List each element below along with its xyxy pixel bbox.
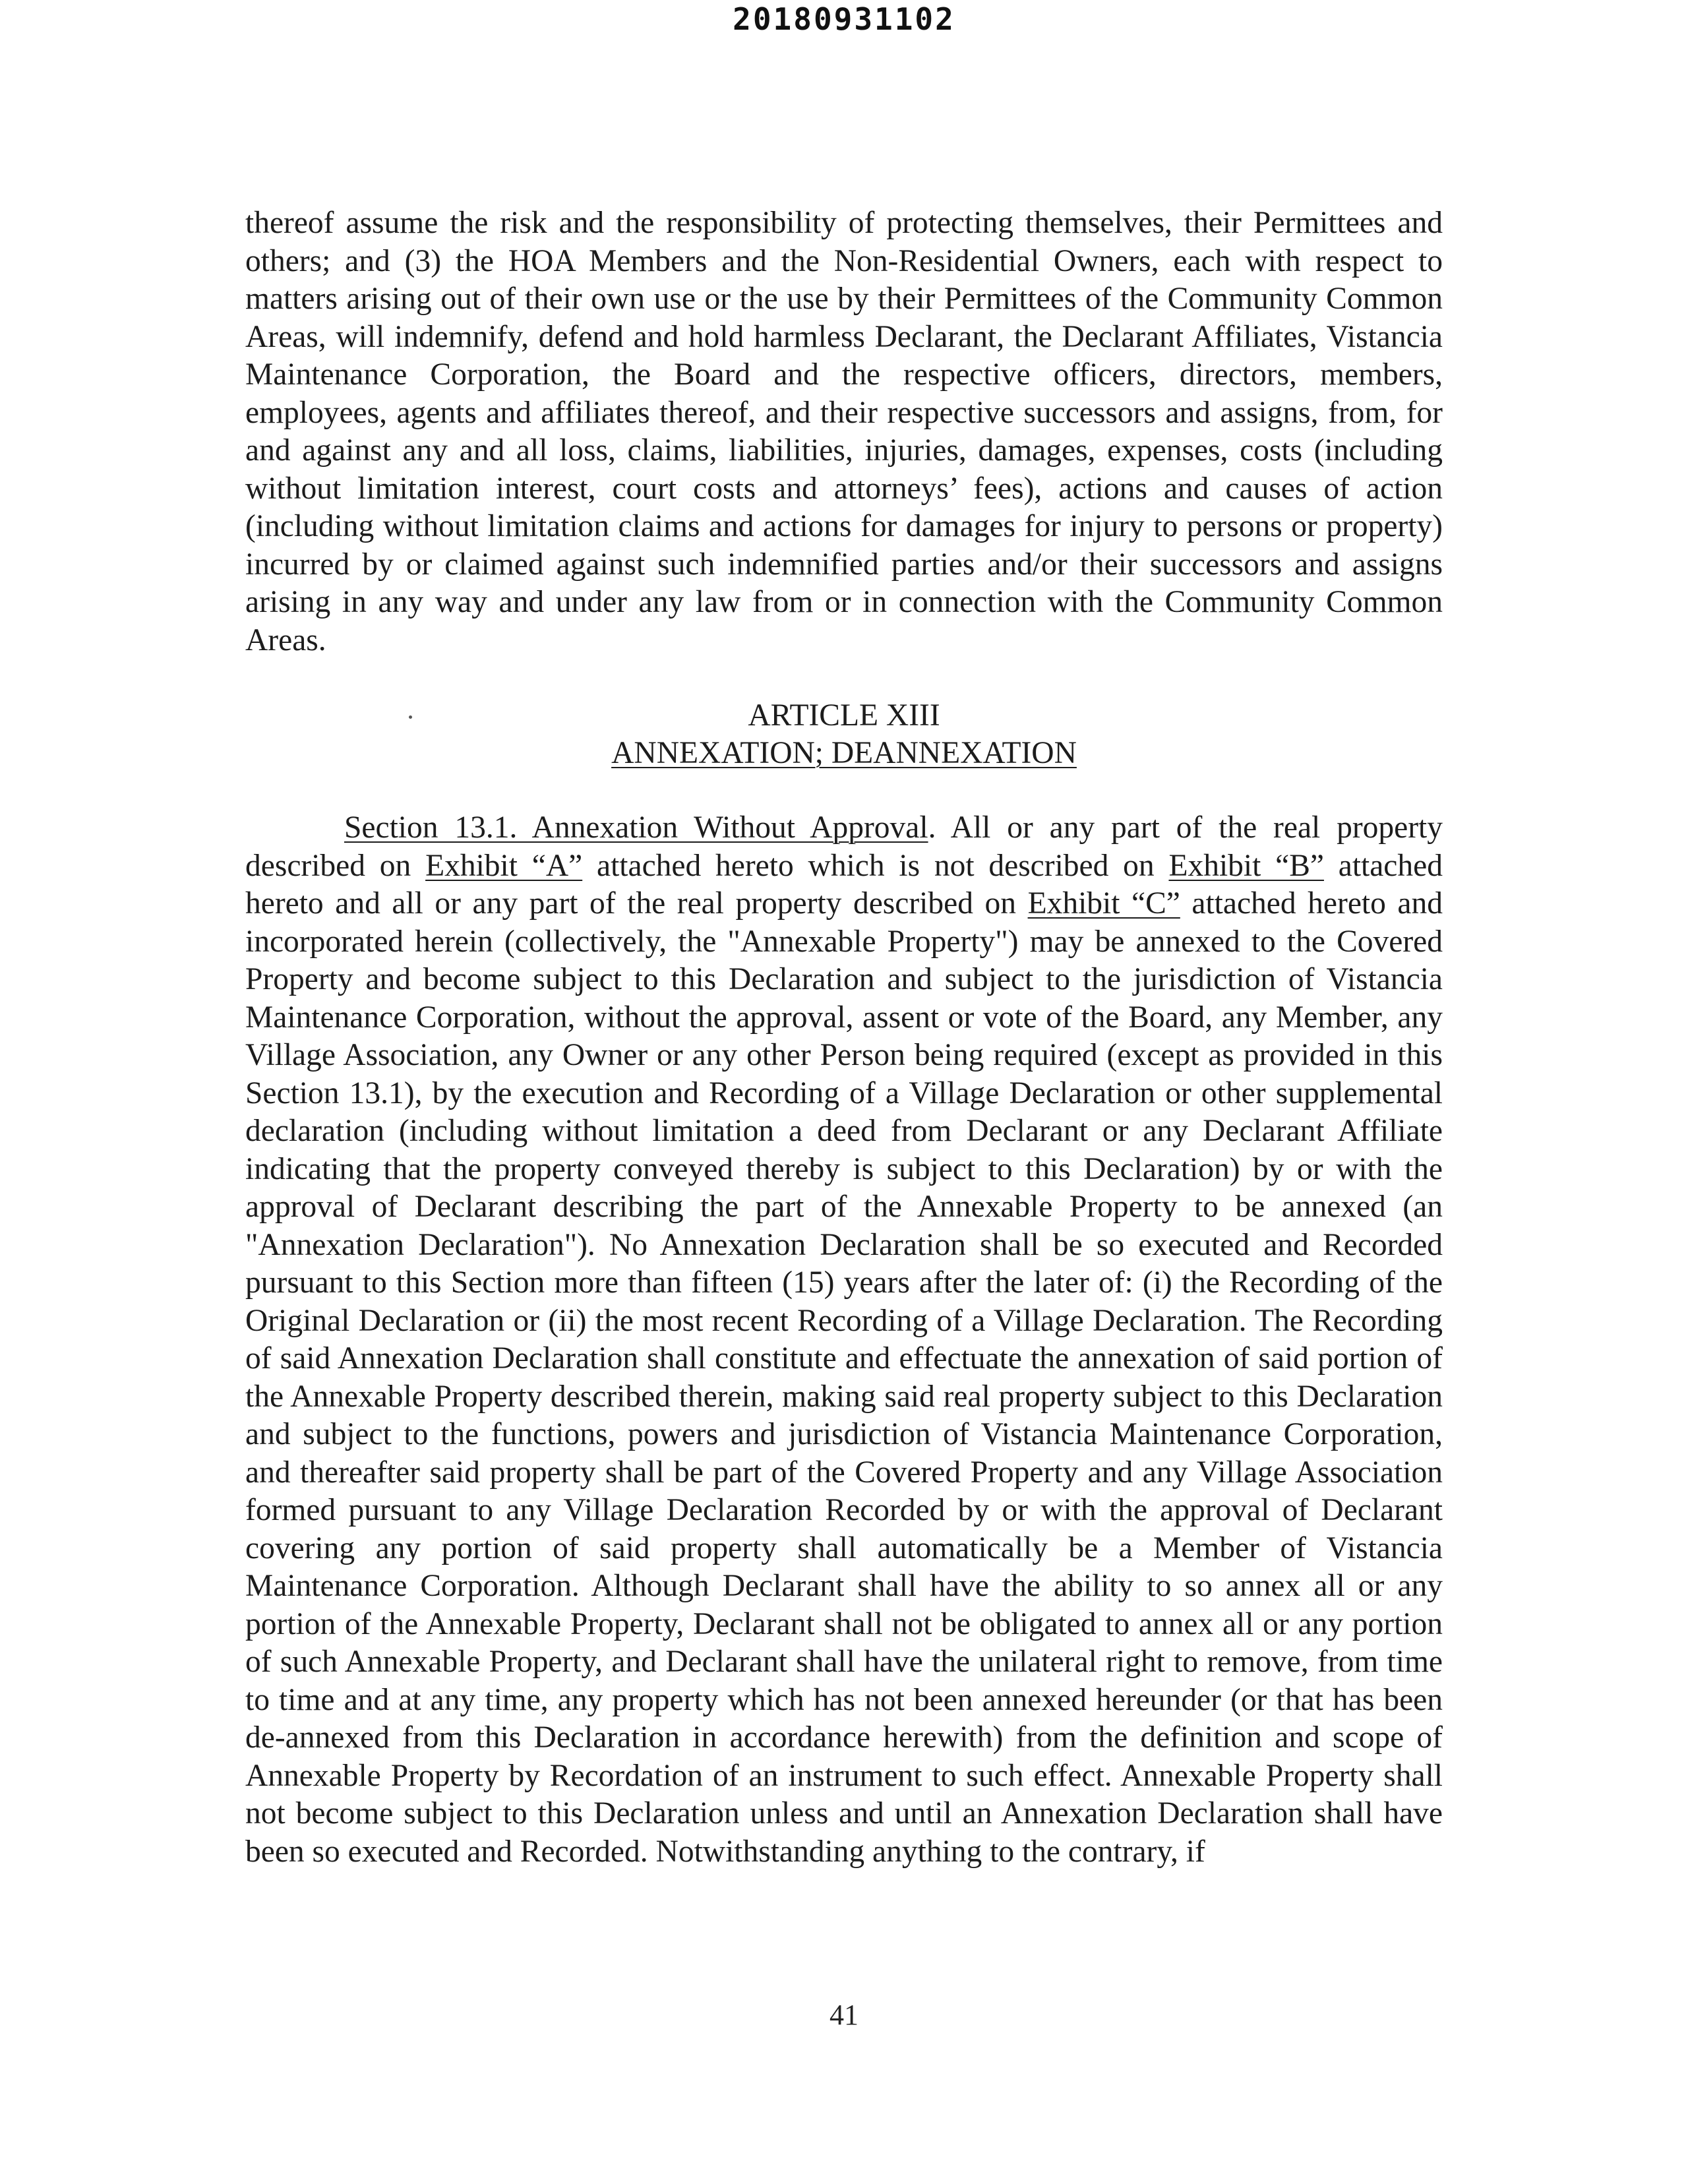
article-heading (245, 697, 1443, 772)
article-title: ANNEXATION; DEANNEXATION (611, 736, 1077, 770)
section-text-3: attached hereto and all or any part of the real property described on (245, 848, 1443, 921)
exhibit-c-reference: Exhibit “C” (1027, 886, 1180, 921)
section-heading: Section 13.1. Annexation Without Approval (344, 810, 928, 845)
page-body (245, 204, 1443, 1871)
section-13-1-paragraph (245, 809, 1443, 1871)
section-text-4: attached hereto and incorporated herein (collectively, the "Annexable Property") may be annexed to the Covered Property and become subject to this Declaration and subject to the jurisdiction of Vistancia Maintenance Corporation, without the approval, assent or vote of the Board, any Member, any Village Association, any Owner or any other Person being required (except as provided in this Section 13.1), by the execution and Recording of a Village Declaration or other supplemental declaration (including without limitation a deed from Declarant or any Declarant Affiliate indicating that the property conveyed thereby is subject to this Declaration) by or with the approval of Declarant describing the part of the Annexable Property to be annexed (an "Annexation Declaration"). No Annexation Declaration shall be so executed and Recorded pursuant to this Section more than fifteen (15) years after the later of: (i) the Recording of the Original Declaration or (ii) the most recent Recording of a Village Declaration. The Recording of said Annexation Declaration shall constitute and effectuate the annexation of said portion of the Annexable Property described therein, making said real property subject to this Declaration and subject to the functions, powers and jurisdiction of Vistancia Maintenance Corporation, and thereafter said property shall be part of the Covered Property and any Village Association formed pursuant to any Village Declaration Recorded by or with the approval of Declarant covering any portion of said property shall automatically be a Member of Vistancia Maintenance Corporation. Although Declarant shall have the ability to so annex all or any portion of the Annexable Property, Declarant shall not be obligated to annex all or any portion of such Annexable Property, and Declarant shall have the unilateral right to remove, from time to time and at any time, any property which has not been annexed hereunder (or that has been de-annexed from this Declaration in accordance herewith) from the definition and scope of Annexable Property by Recordation of an instrument to such effect. Annexable Property shall not become subject to this Declaration unless and until an Annexation Declaration shall have been so executed and Recorded. Notwithstanding anything to the contrary, if (245, 886, 1443, 1869)
continuation-paragraph: thereof assume the risk and the responsibility of protecting themselves, their Permittees and others; and (3) the HOA Members and the Non-Residential Owners, each with respect to matters arising out of their own use or the use by their Permittees of the Community Common Areas, will indemnify, defend and hold harmless Declarant, the Declarant Affiliates, Vistancia Maintenance Corporation, the Board and the respective officers, directors, members, employees, agents and affiliates thereof, and their respective successors and assigns, from, for and against any and all loss, claims, liabilities, injuries, damages, expenses, costs (including without limitation interest, court costs and attorneys’ fees), actions and causes of action (including without limitation claims and actions for damages for injury to persons or property) incurred by or claimed against such indemnified parties and/or their successors and assigns arising in any way and under any law from or in connection with the Community Common Areas. (245, 206, 1443, 657)
scan-speck (409, 715, 412, 719)
recording-number: 20180931102 (733, 1, 955, 37)
exhibit-a-reference: Exhibit “A” (425, 848, 583, 883)
section-text-2: attached hereto which is not described on (582, 848, 1169, 883)
section-text-1: . All or any part of the real property described on (245, 810, 1443, 883)
article-number: ARTICLE XIII (748, 698, 940, 733)
page-number: 41 (829, 1999, 859, 2031)
exhibit-b-reference: Exhibit “B” (1168, 848, 1324, 883)
